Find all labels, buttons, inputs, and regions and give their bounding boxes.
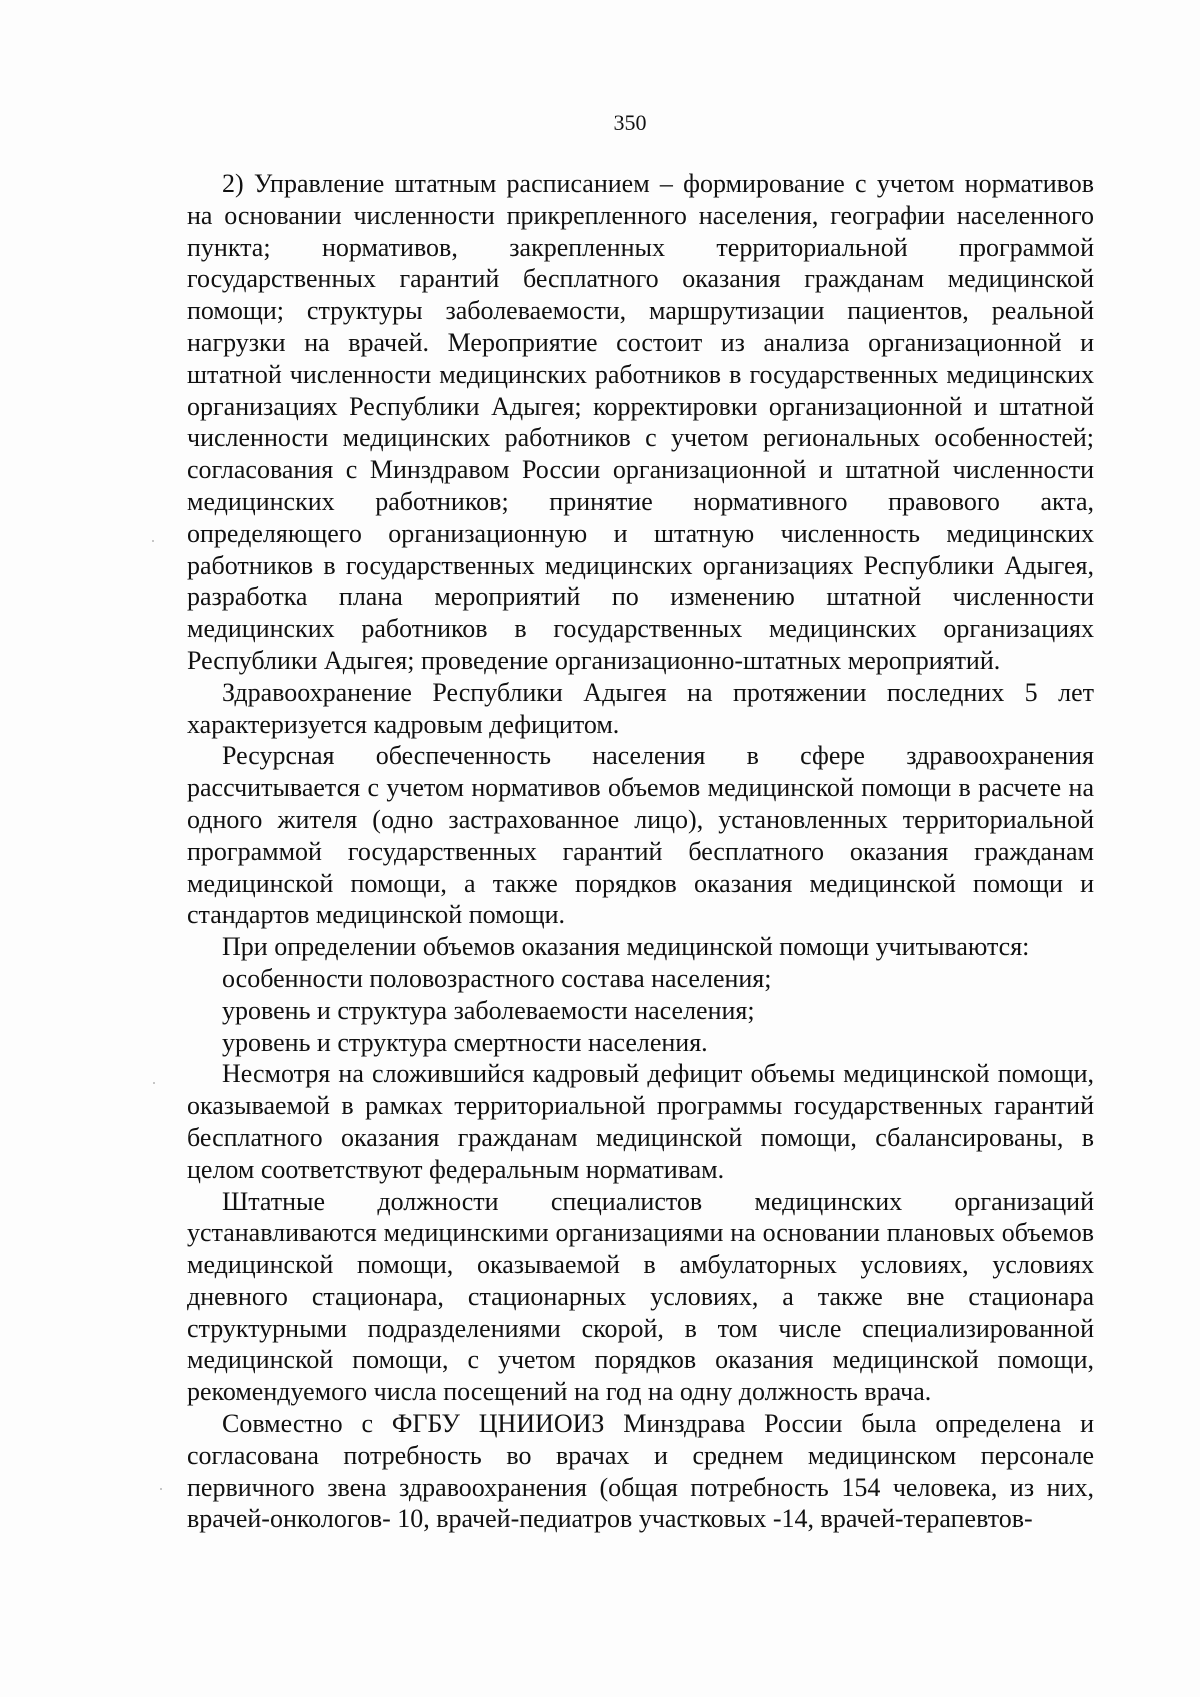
- paragraph-resource-provision: Ресурсная обеспеченность населения в сфере здравоохранения рассчитывается с учетом нормативов объемов медицинской помощи в расчете на одного жителя (одно застрахованное лицо), установленных территориальной программой государственных гарантий бесплатного оказания гражданам медицинской помощи, а также порядков оказания медицинской помощи и стандартов медицинской помощи.: [187, 741, 1094, 930]
- paragraph-staff-positions: Штатные должности специалистов медицинских организаций устанавливаются медицинскими организациями на основании плановых объемов медицинской помощи, оказываемой в амбулаторных условиях, условиях дневного стационара, стационарных условиях, а также вне стационара структурными подразделениями скорой, в том числе специализированной медицинской помощи, с учетом порядков оказания медицинской помощи, рекомендуемого числа посещений на год на одну должность врача.: [187, 1186, 1094, 1407]
- list-item-age-sex-structure: особенности половозрастного состава населения;: [222, 963, 772, 993]
- paragraph-staff-needs: Совместно с ФГБУ ЦНИИОИЗ Минздрава России была определена и согласована потребность во врачах и среднем медицинском персонале первичного звена здравоохранения (общая потребность 154 человека, из них, врачей-онкологов- 10, врачей-педиатров участковых -14, врачей-терапевтов-: [187, 1409, 1094, 1534]
- scan-speck: [153, 1082, 155, 1084]
- list-item-mortality: уровень и структура смертности населения.: [222, 1027, 708, 1057]
- scan-speck: [152, 540, 154, 542]
- list-item-morbidity: уровень и структура заболеваемости населения;: [222, 995, 755, 1025]
- paragraph-volume-factors-intro: При определении объемов оказания медицинской помощи учитываются:: [222, 932, 1030, 962]
- paragraph-balanced-volumes: Несмотря на сложившийся кадровый дефицит объемы медицинской помощи, оказываемой в рамках территориальной программы государственных гарантий бесплатного оказания гражданам медицинской помощи, сбалансированы, в целом соответствуют федеральным нормативам.: [187, 1059, 1094, 1184]
- paragraph-staff-deficit: Здравоохранение Республики Адыгея на протяжении последних 5 лет характеризуется кадровым дефицитом.: [187, 677, 1094, 739]
- document-body: [187, 168, 1094, 1535]
- paragraph-staffing-management: 2) Управление штатным расписанием – формирование с учетом нормативов на основании численности прикрепленного населения, географии населенного пункта; нормативов, закрепленных территориальной программой государственных гарантий бесплатного оказания гражданам медицинской помощи; структуры заболеваемости, маршрутизации пациентов, реальной нагрузки на врачей. Мероприятие состоит из анализа организационной и штатной численности медицинских работников в государственных медицинских организациях Республики Адыгея; корректировки организационной и штатной численности медицинских работников с учетом региональных особенностей; согласования с Минздравом России организационной и штатной численности медицинских работников; принятие нормативного правового акта, определяющего организационную и штатную численность медицинских работников в государственных медицинских организациях Республики Адыгея, разработка плана мероприятий по изменению штатной численности медицинских работников в государственных медицинских организациях Республики Адыгея; проведение организационно-штатных мероприятий.: [187, 169, 1094, 675]
- page-number: 350: [613, 110, 647, 135]
- scan-speck: [160, 1488, 162, 1490]
